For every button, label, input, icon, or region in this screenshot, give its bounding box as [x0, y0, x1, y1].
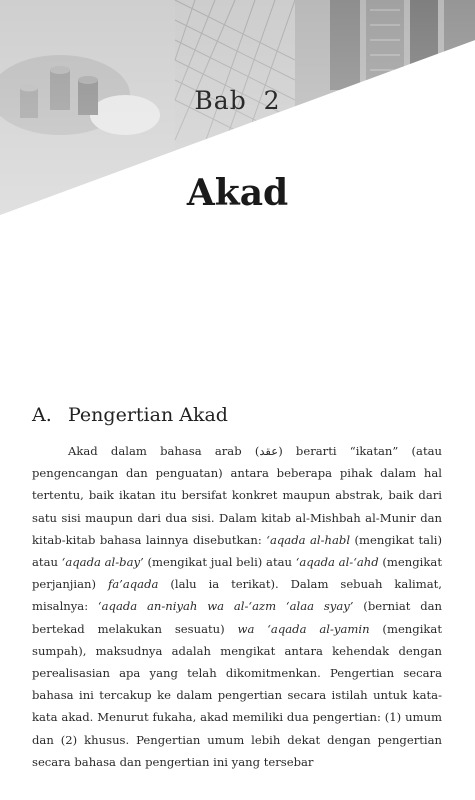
section-title: Pengertian Akad: [68, 404, 228, 426]
text-run-italic: ‘aqada al-bay’: [61, 555, 144, 570]
chapter-title: Akad: [186, 172, 289, 214]
text-run-italic: wa ‘aqada al-yamin: [237, 621, 370, 636]
text-run: (mengikat perjanjian): [32, 555, 442, 592]
text-run: (mengikat jual beli) atau: [143, 555, 296, 570]
text-run: Akad dalam bahasa arab (عقد) berarti “ikatan” (atau pengencangan dan penguatan) antara beberapa pihak dalam hal tertentu, baik ikatan itu bersifat konkret maupun abstrak, baik dari satu sisi maupun dari dua sisi. Dalam kitab al-Mishbah al-Munir dan kitab-kitab bahasa lainnya disebutkan:: [32, 444, 442, 547]
section-number: A.: [32, 404, 52, 426]
text-run: (mengikat tali) atau: [32, 532, 443, 570]
chapter-label: Bab 2: [194, 86, 281, 115]
text-run-italic: ‘aqada al-‘ahd: [295, 555, 379, 570]
text-run-italic: ‘aqada al-habl: [266, 532, 351, 547]
text-run: (lalu ia terikat). Dalam sebuah kalimat, misalnya:: [32, 577, 442, 614]
body-text: [32, 440, 442, 773]
text-run-italic: fa’aqada: [107, 577, 159, 592]
paragraph: [32, 440, 442, 773]
text-run: (mengikat sumpah), maksudnya adalah mengikat antara kehendak dengan perealisasian apa yang telah dikomitmenkan. Pengertian secara bahasa ini tercakup ke dalam pengertian secara istilah untuk kata-kata akad. Menurut fukaha, akad memiliki dua pengertian: (1) umum dan (2) khusus. Pengertian umum lebih dekat dengan pengertian secara bahasa dan pengertian ini yang tersebar: [32, 621, 442, 769]
text-run-italic: ‘aqada an-niyah wa al-‘azm ‘alaa syay’: [97, 599, 354, 614]
section-heading: [32, 404, 228, 426]
text-run: (berniat dan bertekad melakukan sesuatu): [32, 599, 442, 636]
